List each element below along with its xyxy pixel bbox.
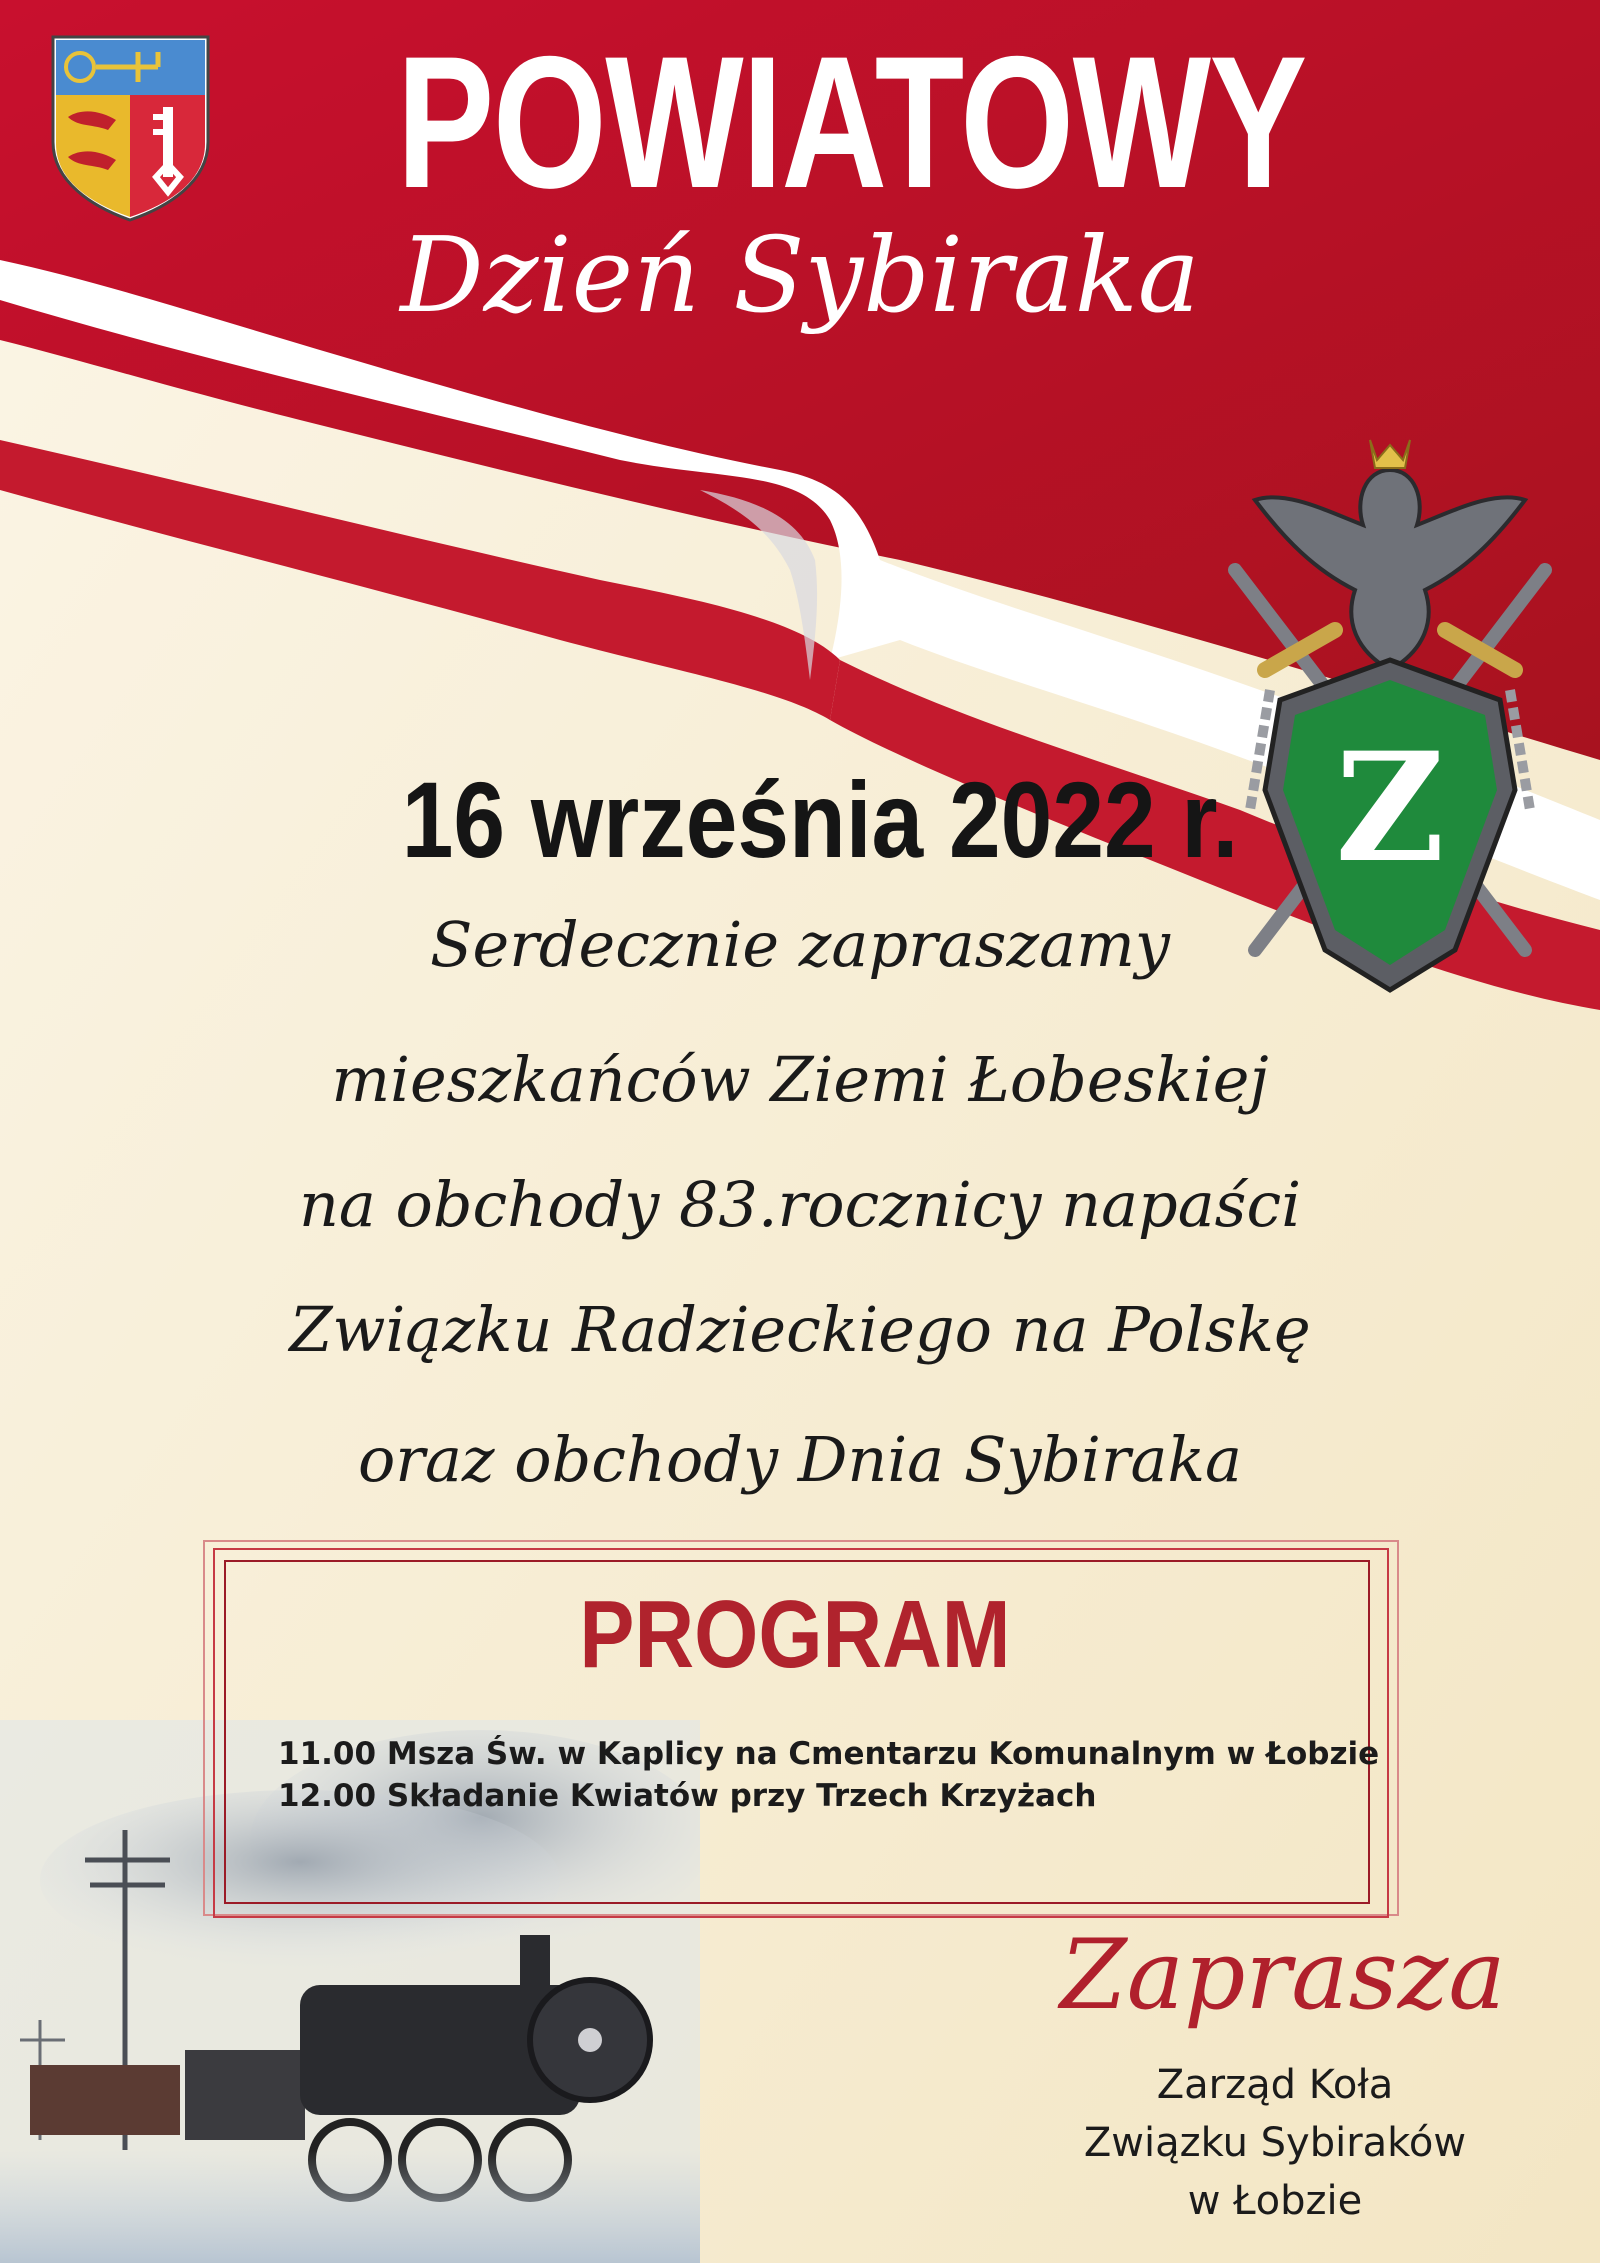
organizer-line-1: Zarząd Koła — [1156, 2062, 1394, 2108]
invites-label: Zaprasza — [1060, 1919, 1506, 2031]
svg-text:Z: Z — [1335, 720, 1445, 896]
poster-title: POWIATOWY — [396, 17, 1306, 227]
invitation-line-5: oraz obchody Dnia Sybiraka — [357, 1423, 1242, 1496]
program-heading: PROGRAM — [579, 1581, 1011, 1688]
invitation-line-4: Związku Radzieckiego na Polskę — [289, 1293, 1311, 1366]
event-date: 16 września 2022 r. — [401, 759, 1239, 880]
invitation-line-2: mieszkańców Ziemi Łobeskiej — [331, 1043, 1269, 1116]
organizer-line-3: w Łobzie — [1187, 2178, 1363, 2224]
invitation-line-3: na obchody 83.rocznicy napaści — [298, 1168, 1302, 1241]
poster-subtitle: Dzień Sybiraka — [400, 214, 1200, 336]
program-item-2: 12.00 Składanie Kwiatów przy Trzech Krzyżach — [278, 1778, 1097, 1814]
invitation-line-1: Serdecznie zapraszamy — [430, 908, 1170, 981]
program-item-1: 11.00 Msza Św. w Kaplicy na Cmentarzu Komunalnym w Łobzie — [278, 1736, 1380, 1772]
organizer-line-2: Związku Sybiraków — [1083, 2120, 1467, 2166]
county-coat-of-arms-icon — [48, 32, 213, 222]
